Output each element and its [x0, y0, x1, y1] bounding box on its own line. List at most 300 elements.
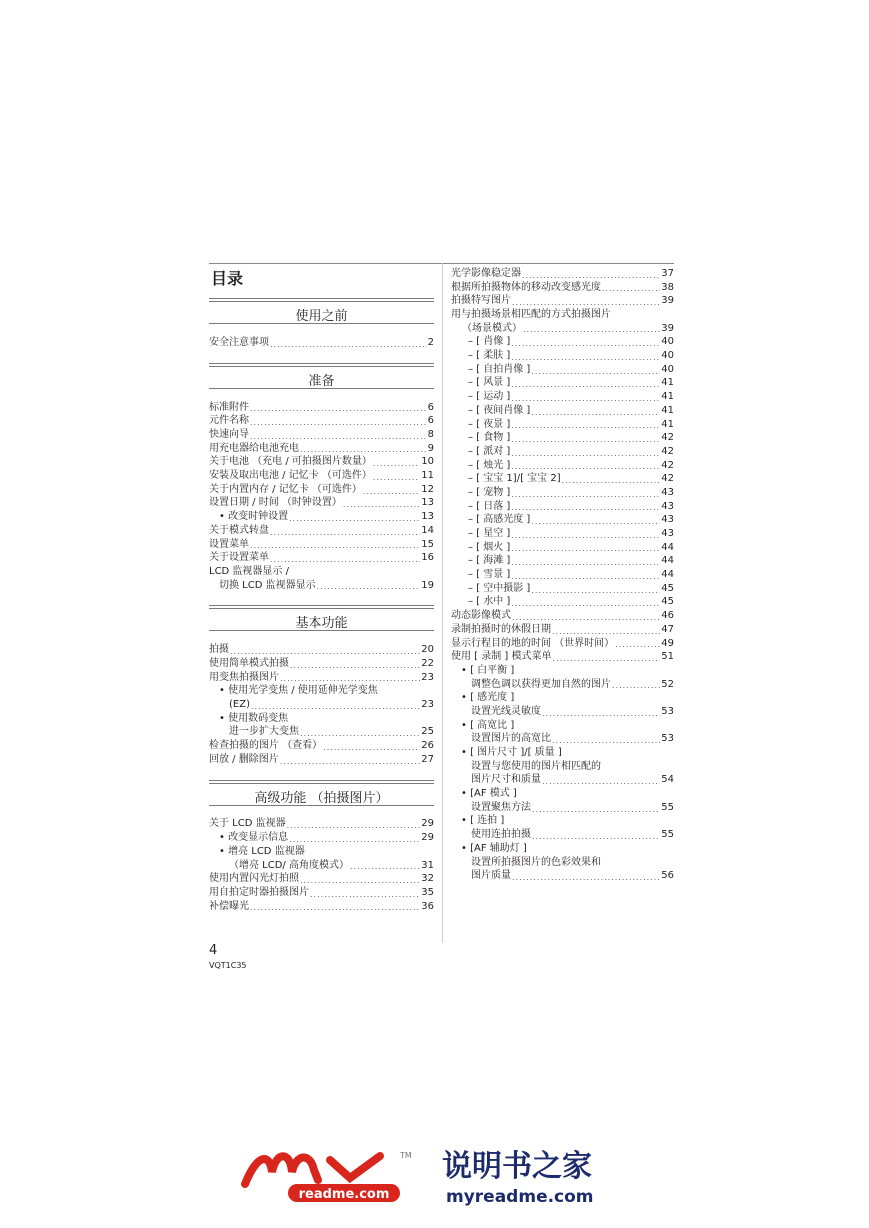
toc-entry-label: 设置与您使用的图片相匹配的 — [471, 760, 601, 772]
toc-entry-label: 切换 LCD 监视器显示 — [219, 579, 316, 591]
toc-entry — [451, 418, 674, 432]
toc-entry-label: 设置所拍摄图片的色彩效果和 — [471, 856, 601, 868]
toc-entry — [451, 554, 674, 568]
toc-entry — [451, 664, 674, 678]
dot-leader — [531, 366, 660, 377]
toc-entry — [451, 377, 674, 391]
toc-entry-label: 检查拍摄的图片 （查看） — [209, 740, 323, 752]
toc-entry — [451, 390, 674, 404]
dot-leader — [250, 902, 420, 913]
toc-entry — [209, 900, 434, 914]
section-heading — [209, 361, 434, 391]
dot-leader — [511, 434, 660, 445]
toc-entry-page: 39 — [661, 322, 674, 334]
toc-entry — [451, 650, 674, 664]
toc-entry-label: – [ 肖像 ] — [468, 336, 511, 348]
toc-entry-label: 关于 LCD 监视器 — [209, 818, 286, 830]
toc-entry-page: 44 — [661, 569, 674, 581]
toc-entry-label: (EZ) — [229, 699, 250, 711]
toc-entry — [451, 732, 674, 746]
toc-entry-page: 23 — [421, 671, 434, 683]
toc-entry-page: 15 — [421, 538, 434, 550]
dot-leader — [363, 486, 420, 497]
toc-section — [209, 603, 434, 777]
toc-entry-label: 设置日期 / 时间 （时钟设置） — [209, 497, 342, 509]
page-number: 4 — [209, 943, 218, 958]
toc-entry-page: 23 — [421, 699, 434, 711]
toc-entry-page: 14 — [421, 524, 434, 536]
toc-entry — [451, 746, 674, 760]
toc-entry — [209, 872, 434, 886]
toc-entry-page: 6 — [427, 415, 434, 427]
toc-entry — [209, 671, 434, 685]
dot-leader — [512, 297, 660, 308]
section-heading — [209, 603, 434, 633]
dot-leader — [531, 516, 660, 527]
toc-entry — [209, 510, 434, 524]
toc-entry-label: • [ 白平衡 ] — [461, 664, 515, 676]
dot-leader — [373, 458, 420, 469]
toc-entry-label: 显示行程目的地的时间 （世界时间） — [451, 637, 615, 649]
toc-entry-page: 13 — [421, 511, 434, 523]
toc-entry-page: 26 — [421, 740, 434, 752]
toc-entry-label: 补偿曝光 — [209, 900, 249, 912]
readme-badge-text: readme.com — [298, 1187, 390, 1202]
toc-entry-page: 46 — [661, 610, 674, 622]
dot-leader — [511, 393, 660, 404]
toc-entry — [209, 401, 434, 415]
toc-entry — [209, 818, 434, 832]
toc-entry-page: 40 — [661, 336, 674, 348]
dot-leader — [310, 889, 420, 900]
toc-entry-label: （场景模式） — [462, 322, 522, 334]
dot-leader — [290, 660, 420, 671]
dot-leader — [251, 701, 420, 712]
section-heading-text: 使用之前 — [295, 309, 348, 324]
toc-entry-page: 2 — [427, 336, 434, 348]
toc-entry-label: – [ 派对 ] — [468, 445, 511, 457]
toc-entry-page: 56 — [661, 870, 674, 882]
toc-entry-page: 25 — [421, 726, 434, 738]
toc-entry-page: 49 — [661, 637, 674, 649]
toc-entry-page: 41 — [661, 404, 674, 416]
toc-entry — [451, 637, 674, 651]
toc-entry — [451, 719, 674, 733]
heading-rule — [209, 366, 434, 367]
dot-leader — [615, 639, 660, 650]
toc-entry-label: – [ 夜间肖像 ] — [468, 404, 531, 416]
toc-entry-label: 拍摄特写图片 — [451, 295, 511, 307]
toc-entry — [451, 431, 674, 445]
toc-entry-label: • [ 高宽比 ] — [461, 719, 515, 731]
toc-entry — [451, 486, 674, 500]
toc-entry-page: 16 — [421, 552, 434, 564]
toc-entry-page: 38 — [661, 281, 674, 293]
heading-rule — [209, 780, 434, 781]
dot-leader — [612, 680, 660, 691]
toc-entry-page: 35 — [421, 886, 434, 898]
toc-entry — [209, 845, 434, 859]
toc-entry-label: 使用简单模式拍摄 — [209, 657, 289, 669]
toc-entry — [451, 459, 674, 473]
my-script-icon — [245, 1156, 380, 1184]
toc-entry-label: • [AF 辅助灯 ] — [461, 842, 527, 854]
toc-section — [209, 778, 434, 925]
dot-leader — [270, 339, 427, 350]
toc-entry-page: 29 — [421, 818, 434, 830]
toc-entry-label: 元件名称 — [209, 415, 249, 427]
dot-leader — [531, 585, 660, 596]
toc-entry-label: • 改变显示信息 — [219, 832, 289, 844]
toc-entry-page: 6 — [427, 401, 434, 413]
toc-entry-label: 调整色调以获得更加自然的图片 — [471, 678, 611, 690]
toc-entry — [209, 831, 434, 845]
toc-entry — [451, 445, 674, 459]
toc-entry — [451, 349, 674, 363]
toc-entry — [451, 582, 674, 596]
toc-entry-label: – [ 日落 ] — [468, 500, 511, 512]
dot-leader — [250, 540, 420, 551]
toc-entry — [209, 643, 434, 657]
toc-entry — [209, 725, 434, 739]
toc-entry — [209, 739, 434, 753]
toc-entry-page: 42 — [661, 473, 674, 485]
heading-rule — [209, 605, 434, 606]
dot-leader — [542, 708, 660, 719]
dot-leader — [522, 270, 660, 281]
dot-leader — [553, 653, 661, 664]
toc-entry-label: 图片尺寸和质量 — [471, 774, 541, 786]
toc-entry — [451, 760, 674, 774]
toc-entry-label: – [ 夜景 ] — [468, 418, 511, 430]
toc-entry-page: 47 — [661, 623, 674, 635]
toc-entry-label: 光学影像稳定器 — [451, 267, 521, 279]
toc-section — [209, 296, 434, 361]
toc-entry-page: 12 — [421, 483, 434, 495]
toc-entry-label: • [ 感光度 ] — [461, 692, 515, 704]
toc-entry-page: 43 — [661, 500, 674, 512]
toc-entry — [451, 335, 674, 349]
toc-entry-label: – [ 海滩 ] — [468, 555, 511, 567]
dot-leader — [512, 872, 660, 883]
toc-entry — [209, 859, 434, 873]
dot-leader — [511, 557, 660, 568]
dot-leader — [511, 502, 660, 513]
toc-entry-label: • 使用光学变焦 / 使用延伸光学变焦 — [219, 685, 378, 697]
dot-leader — [250, 403, 427, 414]
dot-leader — [300, 728, 420, 739]
toc-entry — [451, 842, 674, 856]
toc-entry — [451, 281, 674, 295]
toc-entry — [209, 483, 434, 497]
toc-entry-page: 42 — [661, 445, 674, 457]
toc-entry — [451, 500, 674, 514]
trademark-mark: TM — [400, 1151, 412, 1160]
dot-leader — [523, 324, 660, 335]
toc-entry-page: 27 — [421, 753, 434, 765]
toc-entry-page: 55 — [661, 801, 674, 813]
toc-entry-page: 53 — [661, 705, 674, 717]
toc-entry — [209, 565, 434, 579]
toc-entry-page: 42 — [661, 459, 674, 471]
toc-entry — [209, 579, 434, 593]
dot-leader — [532, 831, 660, 842]
toc-entry-label: – [ 柔肤 ] — [468, 350, 511, 362]
toc-entry-page: 29 — [421, 832, 434, 844]
dot-leader — [280, 756, 421, 767]
toc-entry-label: • 使用数码变焦 — [219, 712, 289, 724]
toc-entry-label: 设置图片的高宽比 — [471, 733, 551, 745]
toc-entry-label: 回放 / 删除图片 — [209, 753, 279, 765]
toc-entry-label: 拍摄 — [209, 644, 229, 656]
toc-entry — [451, 513, 674, 527]
toc-entry — [451, 678, 674, 692]
heading-rule — [209, 298, 434, 299]
toc-entry — [209, 657, 434, 671]
section-heading-text: 高级功能 （拍摄图片） — [254, 790, 389, 806]
toc-entry-label: – [ 宠物 ] — [468, 486, 511, 498]
toc-entry-label: 关于模式转盘 — [209, 524, 269, 536]
toc-entry-label: – [ 雪景 ] — [468, 569, 511, 581]
toc-entry — [209, 712, 434, 726]
dot-leader — [289, 513, 420, 524]
dot-leader — [531, 407, 660, 418]
dot-leader — [323, 742, 420, 753]
toc-entry-page: 45 — [661, 582, 674, 594]
toc-entry-label: 图片质量 — [471, 870, 511, 882]
toc-entry-label: 使用内置闪光灯拍照 — [209, 873, 299, 885]
toc-entry-page: 37 — [661, 267, 674, 279]
column-divider — [442, 263, 443, 943]
toc-entry — [451, 541, 674, 555]
toc-entry-label: 关于设置菜单 — [209, 552, 269, 564]
toc-entry-page: 41 — [661, 377, 674, 389]
dot-leader — [300, 875, 420, 886]
section-heading-text: 基本功能 — [295, 616, 348, 632]
toc-entry-label: 录制拍摄时的休假日期 — [451, 623, 551, 635]
toc-entry-label: • 改变时钟设置 — [219, 511, 289, 523]
document-code: VQT1C35 — [209, 961, 247, 970]
dot-leader — [511, 489, 660, 500]
toc-entry-label: – [ 食物 ] — [468, 432, 511, 444]
toc-entry — [451, 267, 674, 281]
toc-entry — [209, 497, 434, 511]
dot-leader — [552, 626, 660, 637]
toc-entry-label: 设置聚焦方法 — [471, 801, 531, 813]
toc-entry — [451, 691, 674, 705]
toc-entry-label: 用自拍定时器拍摄图片 — [209, 886, 309, 898]
toc-entry — [451, 623, 674, 637]
dot-leader — [511, 571, 660, 582]
page-title: 目录 — [211, 269, 244, 288]
toc-entry — [451, 527, 674, 541]
toc-entry — [209, 551, 434, 565]
dot-leader — [270, 554, 420, 565]
toc-entry-label: – [ 风景 ] — [468, 377, 511, 389]
toc-entry-page: 45 — [661, 596, 674, 608]
toc-entry-label: • [AF 模式 ] — [461, 788, 517, 800]
toc-entry-label: – [ 星空 ] — [468, 528, 511, 540]
dot-leader — [250, 417, 427, 428]
toc-entry — [451, 869, 674, 883]
toc-entry-label: 用变焦拍摄图片 — [209, 671, 279, 683]
toc-entry — [209, 442, 434, 456]
toc-entry-page: 22 — [421, 657, 434, 669]
toc-entry-label: – [ 宝宝 1]/[ 宝宝 2] — [468, 473, 561, 485]
toc-entry-label: 根据所拍摄物体的移动改变感光度 — [451, 281, 601, 293]
toc-entry-page: 54 — [661, 774, 674, 786]
dot-leader — [270, 527, 420, 538]
toc-entry-label: 关于电池 （充电 / 可拍摄图片数量） — [209, 456, 372, 468]
toc-left-column — [209, 296, 434, 924]
toc-entry — [451, 828, 674, 842]
toc-entry — [209, 886, 434, 900]
toc-entry-label: 使用连拍拍摄 — [471, 829, 531, 841]
dot-leader — [350, 861, 420, 872]
toc-entry-page: 11 — [421, 470, 434, 482]
toc-entry — [451, 815, 674, 829]
dot-leader — [511, 338, 660, 349]
toc-entry-page: 31 — [421, 859, 434, 871]
toc-entry — [451, 404, 674, 418]
heading-rule — [209, 608, 434, 609]
toc-entry-page: 8 — [427, 429, 434, 441]
section-heading-text: 准备 — [308, 373, 335, 389]
dot-leader — [562, 475, 661, 486]
dot-leader — [300, 444, 427, 455]
toc-entry — [451, 294, 674, 308]
toc-entry — [451, 308, 674, 322]
toc-entry-label: （增亮 LCD/ 高角度模式） — [229, 859, 349, 871]
toc-entry — [209, 455, 434, 469]
toc-entry-page: 32 — [421, 873, 434, 885]
dot-leader — [552, 735, 660, 746]
dot-leader — [511, 598, 660, 609]
dot-leader — [373, 472, 420, 483]
toc-entry-page: 39 — [661, 295, 674, 307]
toc-entry-page: 53 — [661, 733, 674, 745]
toc-entry-page: 44 — [661, 541, 674, 553]
toc-entry — [209, 698, 434, 712]
toc-entry-label: 设置菜单 — [209, 538, 249, 550]
toc-entry-label: – [ 空中摄影 ] — [468, 582, 531, 594]
toc-entry — [451, 801, 674, 815]
dot-leader — [343, 499, 420, 510]
dot-leader — [542, 776, 660, 787]
dot-leader — [511, 461, 660, 472]
dot-leader — [511, 448, 660, 459]
section-heading — [209, 778, 434, 808]
toc-entry-label: 用与拍摄场景相匹配的方式拍摄图片 — [451, 309, 611, 321]
toc-entry-label: – [ 烟火 ] — [468, 541, 511, 553]
toc-entry-label: • [ 连拍 ] — [461, 815, 505, 827]
toc-entry-label: 进一步扩大变焦 — [229, 726, 299, 738]
toc-entry-page: 40 — [661, 350, 674, 362]
dot-leader — [280, 673, 420, 684]
toc-entry — [451, 705, 674, 719]
toc-entry-page: 36 — [421, 900, 434, 912]
dot-leader — [511, 379, 660, 390]
toc-entry-label: 安装及取出电池 / 记忆卡 （可选件） — [209, 470, 372, 482]
toc-entry — [451, 322, 674, 336]
toc-entry-label: 标准附件 — [209, 401, 249, 413]
toc-entry — [209, 753, 434, 767]
toc-entry-label: – [ 高感光度 ] — [468, 514, 531, 526]
toc-entry-label: 动态影像模式 — [451, 610, 511, 622]
toc-entry-page: 43 — [661, 514, 674, 526]
toc-entry-page: 55 — [661, 829, 674, 841]
toc-entry-page: 19 — [421, 579, 434, 591]
toc-entry-page: 52 — [661, 678, 674, 690]
toc-entry-label: 安全注意事项 — [209, 336, 269, 348]
dot-leader — [511, 420, 660, 431]
dot-leader — [532, 804, 660, 815]
dot-leader — [250, 431, 427, 442]
toc-entry — [451, 568, 674, 582]
dot-leader — [511, 352, 660, 363]
myreadme-watermark-logo — [240, 1142, 620, 1212]
toc-entry — [451, 609, 674, 623]
toc-right-column — [451, 267, 674, 883]
toc-entry-label: 用充电器给电池充电 — [209, 442, 299, 454]
toc-entry — [209, 524, 434, 538]
heading-rule — [209, 363, 434, 364]
watermark-cn-name: 说明书之家 — [442, 1149, 592, 1184]
toc-entry-label: – [ 自拍肖像 ] — [468, 363, 531, 375]
toc-entry — [209, 414, 434, 428]
toc-entry-label: • 增亮 LCD 监视器 — [219, 845, 305, 857]
toc-entry — [209, 336, 434, 350]
toc-entry — [451, 787, 674, 801]
dot-leader — [287, 820, 421, 831]
toc-entry-page: 42 — [661, 432, 674, 444]
toc-entry-page: 43 — [661, 486, 674, 498]
dot-leader — [230, 646, 420, 657]
watermark-url: myreadme.com — [446, 1187, 594, 1207]
toc-entry-page: 10 — [421, 456, 434, 468]
toc-entry — [451, 363, 674, 377]
toc-entry-page: 51 — [661, 651, 674, 663]
toc-entry-page: 41 — [661, 391, 674, 403]
toc-entry-page: 9 — [427, 442, 434, 454]
toc-entry-label: – [ 水中 ] — [468, 596, 511, 608]
toc-entry-page: 41 — [661, 418, 674, 430]
heading-rule — [209, 783, 434, 784]
toc-entry-label: 使用 [ 录制 ] 模式菜单 — [451, 651, 552, 663]
heading-rule — [209, 301, 434, 302]
toc-entry — [209, 428, 434, 442]
toc-entry — [209, 684, 434, 698]
toc-section — [209, 361, 434, 604]
toc-entry — [209, 538, 434, 552]
dot-leader — [512, 612, 660, 623]
toc-entry-label: 设置光线灵敏度 — [471, 705, 541, 717]
toc-entry — [451, 472, 674, 486]
dot-leader — [317, 581, 421, 592]
toc-entry-label: LCD 监视器显示 / — [209, 565, 289, 577]
dot-leader — [602, 283, 660, 294]
toc-entry-label: • [ 图片尺寸 ]/[ 质量 ] — [461, 747, 562, 759]
toc-entry — [451, 856, 674, 870]
dot-leader — [289, 834, 420, 845]
toc-entry-page: 13 — [421, 497, 434, 509]
toc-entry-label: 快速向导 — [209, 429, 249, 441]
toc-entry-page: 20 — [421, 644, 434, 656]
toc-entry-page: 43 — [661, 528, 674, 540]
toc-entry-page: 44 — [661, 555, 674, 567]
toc-entry — [209, 469, 434, 483]
toc-entry — [451, 596, 674, 610]
